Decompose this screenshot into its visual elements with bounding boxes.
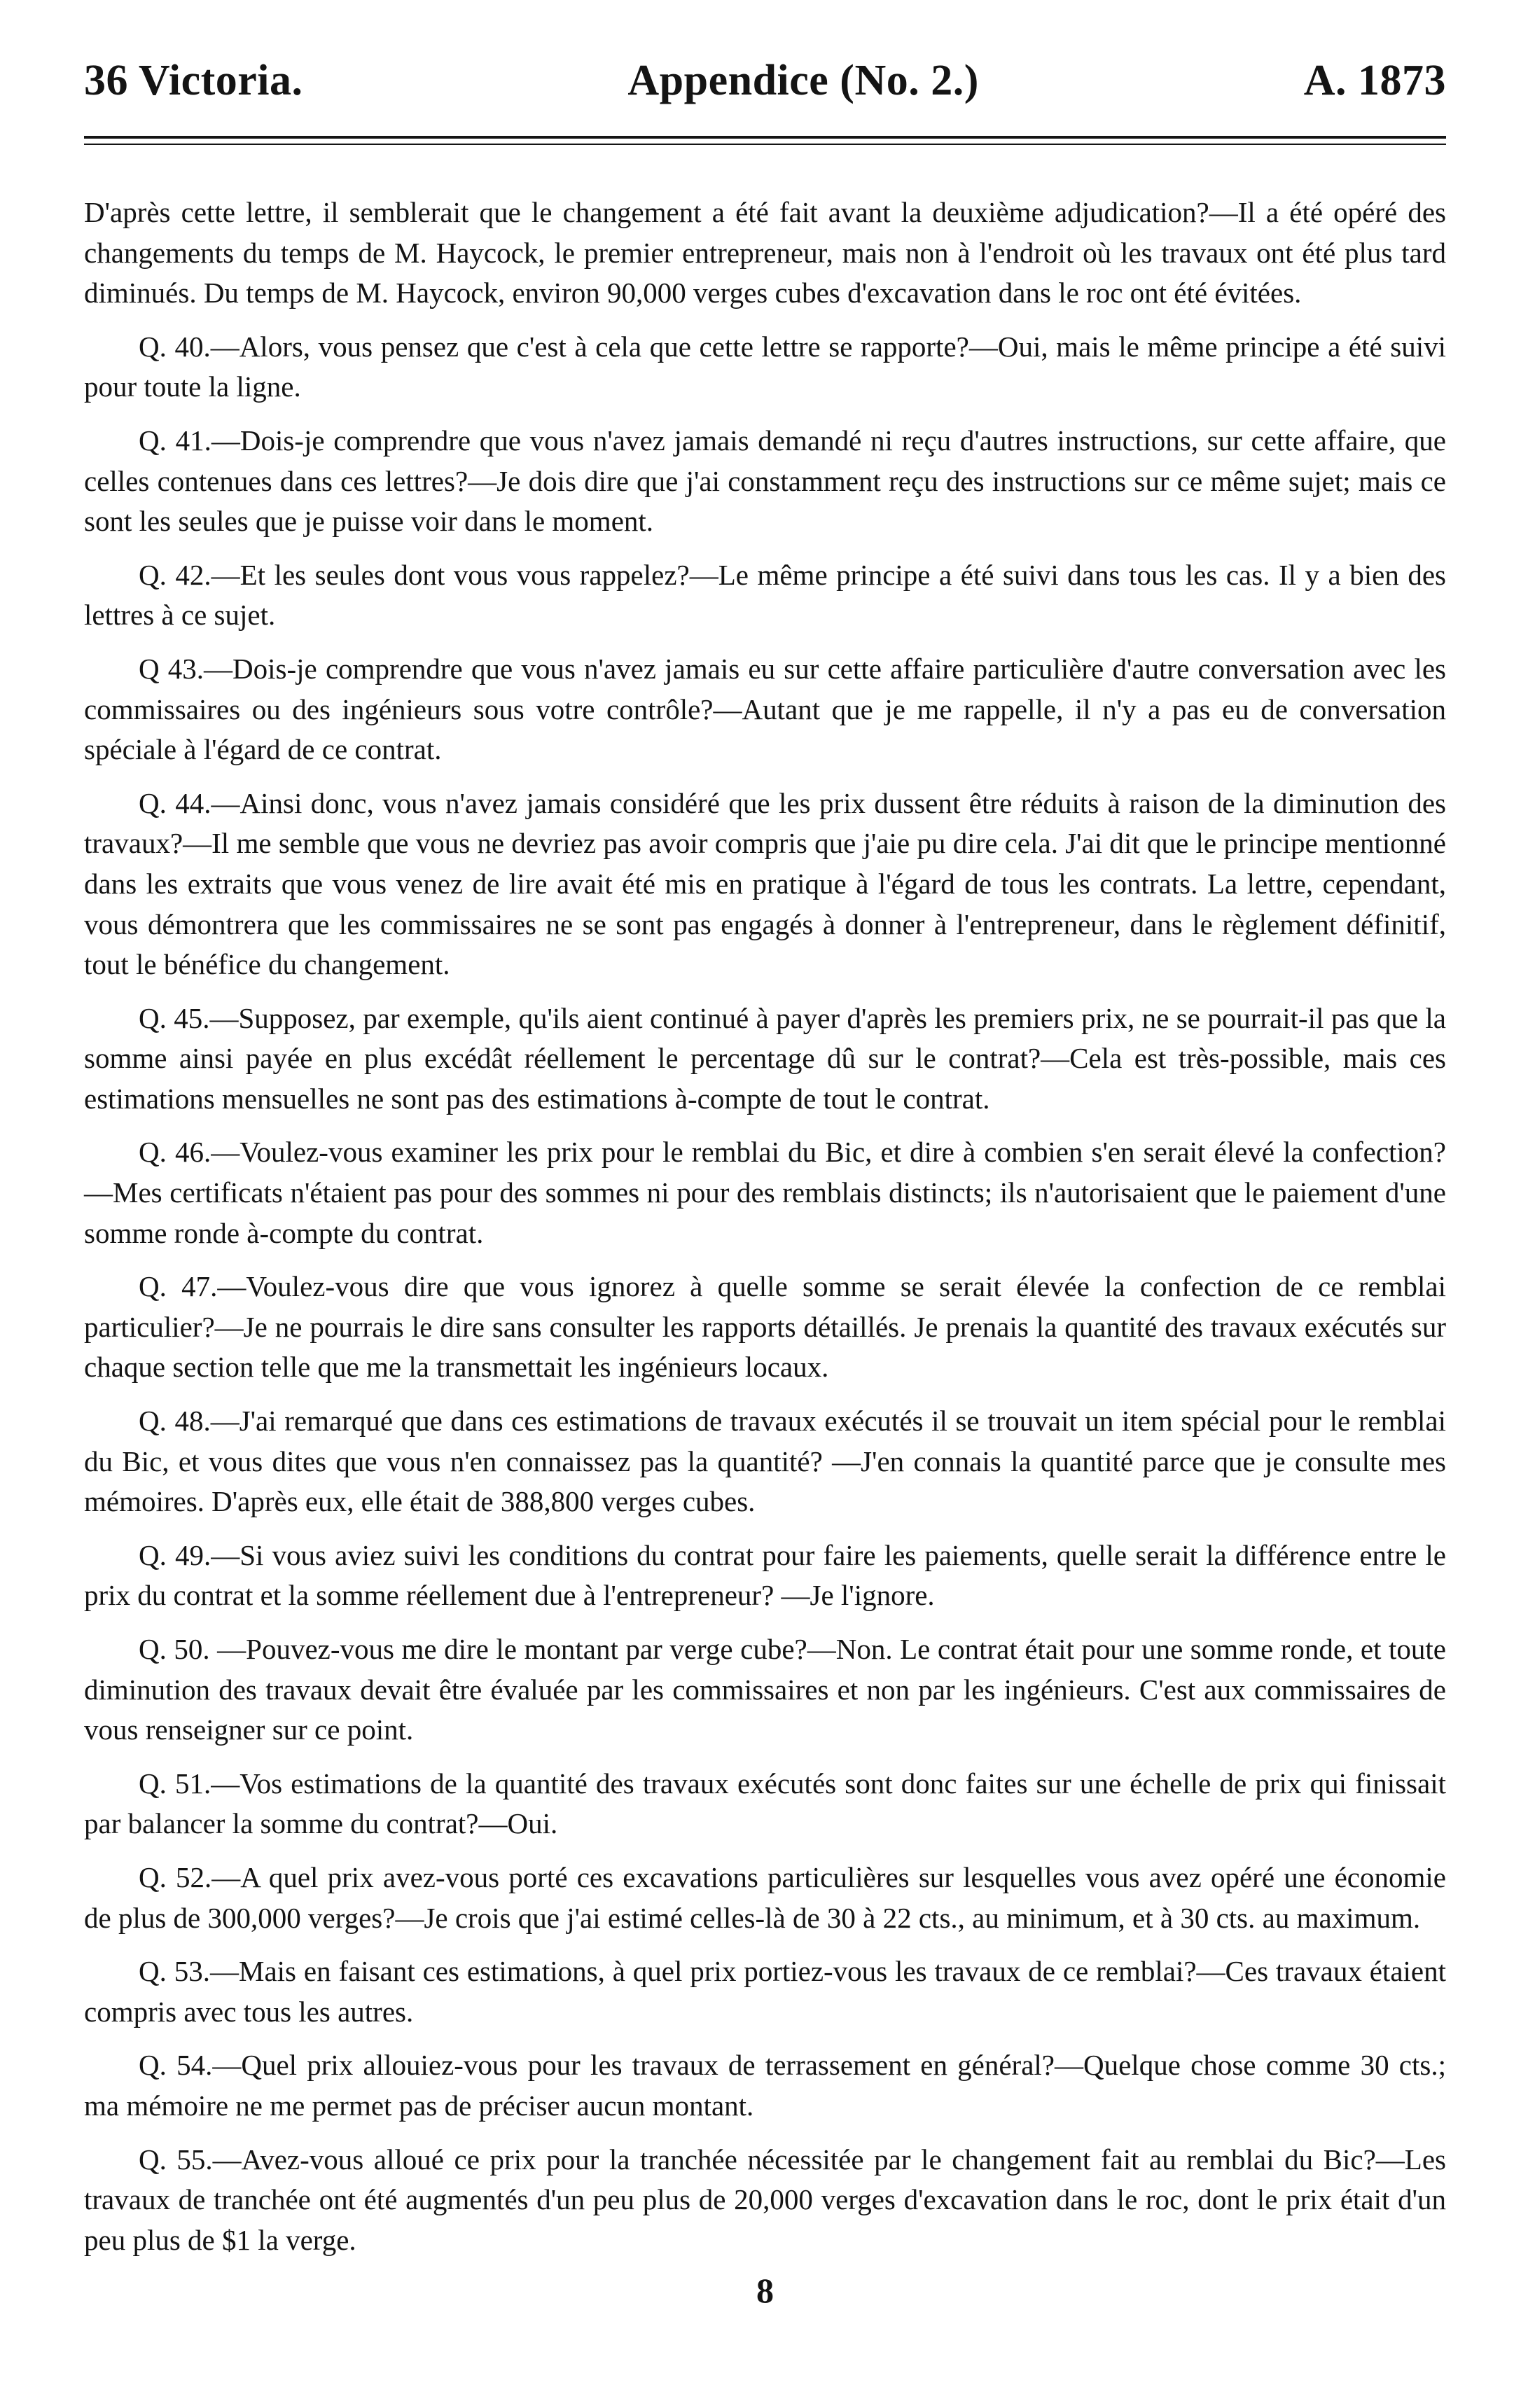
paragraph-q55: Q. 55.—Avez-vous alloué ce prix pour la tranchée nécessitée par le changement fait au remblai du Bic?—Les travaux de tranchée ont été augmentés d'un peu plus de 20,000 verges d'excavation dans le roc, dont le prix était d'un peu plus de $1 la verge. [84,2143,1446,2256]
paragraph-q43: Q 43.—Dois-je comprendre que vous n'avez jamais eu sur cette affaire particulière d'autre conversation avec les commissaires ou des ingénieurs sous votre contrôle?—Autant que je me rappelle, il n'y a pas eu de conversation spéciale à l'égard de ce contrat. [84,652,1446,766]
paragraph-q44: Q. 44.—Ainsi donc, vous n'avez jamais considéré que les prix dussent être réduits à raison de la diminution des travaux?—Il me semble que vous ne devriez pas avoir compris que j'aie pu dire cela. J'ai dit que le principe mentionné dans les extraits que vous venez de lire avait été mis en pratique à l'égard de tous les contrats. La lettre, cependant, vous démontrera que les commissaires ne se sont pas engagés à donner à l'entrepreneur, dans le règlement définitif, tout le bénéfice du changement. [84,786,1446,981]
paragraph-q48: Q. 48.—J'ai remarqué que dans ces estimations de travaux exécutés il se trouvait un item spécial pour le remblai du Bic, et vous dites que vous n'en connaissez pas la quantité? —J'en connais la quantité parce que je consulte mes mémoires. D'après eux, elle était de 388,800 verges cubes. [84,1405,1446,1518]
header-volume: 36 Victoria. [84,57,303,104]
paragraph-q50: Q. 50. —Pouvez-vous me dire le montant par verge cube?—Non. Le contrat était pour une somme ronde, et toute diminution des travaux devait être évaluée par les commissaires et non par les ingénieurs. C'est aux commissaires de vous renseigner sur ce point. [84,1633,1446,1746]
testimony-body [84,193,1446,2260]
paragraph-q53: Q. 53.—Mais en faisant ces estimations, à quel prix portiez-vous les travaux de ce remblai?—Ces travaux étaient compris avec tous les autres. [84,1955,1446,2028]
paragraph-intro: D'après cette lettre, il semblerait que le changement a été fait avant la deuxième adjudication?—Il a été opéré des changements du temps de M. Haycock, le premier entrepreneur, mais non à l'endroit où les travaux ont été plus tard diminués. Du temps de M. Haycock, environ 90,000 verges cubes d'excavation dans le roc ont été évitées. [84,196,1446,309]
paragraph-q45: Q. 45.—Supposez, par exemple, qu'ils aient continué à payer d'après les premiers prix, ne se pourrait-il pas que la somme ainsi payée en plus excédât réellement le percentage dû sur le contrat?—Cela est très-possible, mais ces estimations mensuelles ne sont pas des estimations à-compte de tout le contrat. [84,1001,1446,1115]
paragraph-q41: Q. 41.—Dois-je comprendre que vous n'avez jamais demandé ni reçu d'autres instructions, sur cette affaire, que celles contenues dans ces lettres?—Je dois dire que j'ai constamment reçu des instructions sur ce même sujet; mais ce sont les seules que je puisse voir dans le moment. [84,424,1446,538]
paragraph-q40: Q. 40.—Alors, vous pensez que c'est à cela que cette lettre se rapporte?—Oui, mais le même principe a été suivi pour toute la ligne. [84,330,1446,403]
paragraph-q49: Q. 49.—Si vous aviez suivi les conditions du contrat pour faire les paiements, quelle serait la différence entre le prix du contrat et la somme réellement due à l'entrepreneur? —Je l'ignore. [84,1538,1446,1612]
paragraph-q47: Q. 47.—Voulez-vous dire que vous ignorez à quelle somme se serait élevée la confection de ce remblai particulier?—Je ne pourrais le dire sans consulter les rapports détaillés. Je prenais la quantité des travaux exécutés sur chaque section telle que me la transmettait les ingénieurs locaux. [84,1270,1446,1384]
paragraph-q54: Q. 54.—Quel prix allouiez-vous pour les travaux de terrassement en général?—Quelque chose comme 30 cts.; ma mémoire ne me permet pas de préciser aucun montant. [84,2049,1446,2122]
header-title: Appendice (No. 2.) [627,57,979,104]
paragraph-q42: Q. 42.—Et les seules dont vous vous rappelez?—Le même principe a été suivi dans tous les cas. Il y a bien des lettres à ce sujet. [84,558,1446,632]
paragraph-q46: Q. 46.—Voulez-vous examiner les prix pour le remblai du Bic, et dire à combien s'en serait élevé la confection?—Mes certificats n'étaient pas pour des sommes ni pour des remblais distincts; ils n'autorisaient que le paiement d'une somme ronde à-compte du contrat. [84,1136,1446,1249]
header-year: A. 1873 [1303,57,1446,104]
paragraph-q51: Q. 51.—Vos estimations de la quantité des travaux exécutés sont donc faites sur une échelle de prix qui finissait par balancer la somme du contrat?—Oui. [84,1767,1446,1840]
running-header [84,49,1446,112]
header-double-rule [84,136,1446,145]
document-page [84,49,1446,2381]
page-number: 8 [756,2271,774,2311]
paragraph-q52: Q. 52.—A quel prix avez-vous porté ces excavations particulières sur lesquelles vous avez opéré une économie de plus de 300,000 verges?—Je crois que j'ai estimé celles-là de 30 à 22 cts., au minimum, et à 30 cts. au maximum. [84,1860,1446,1934]
